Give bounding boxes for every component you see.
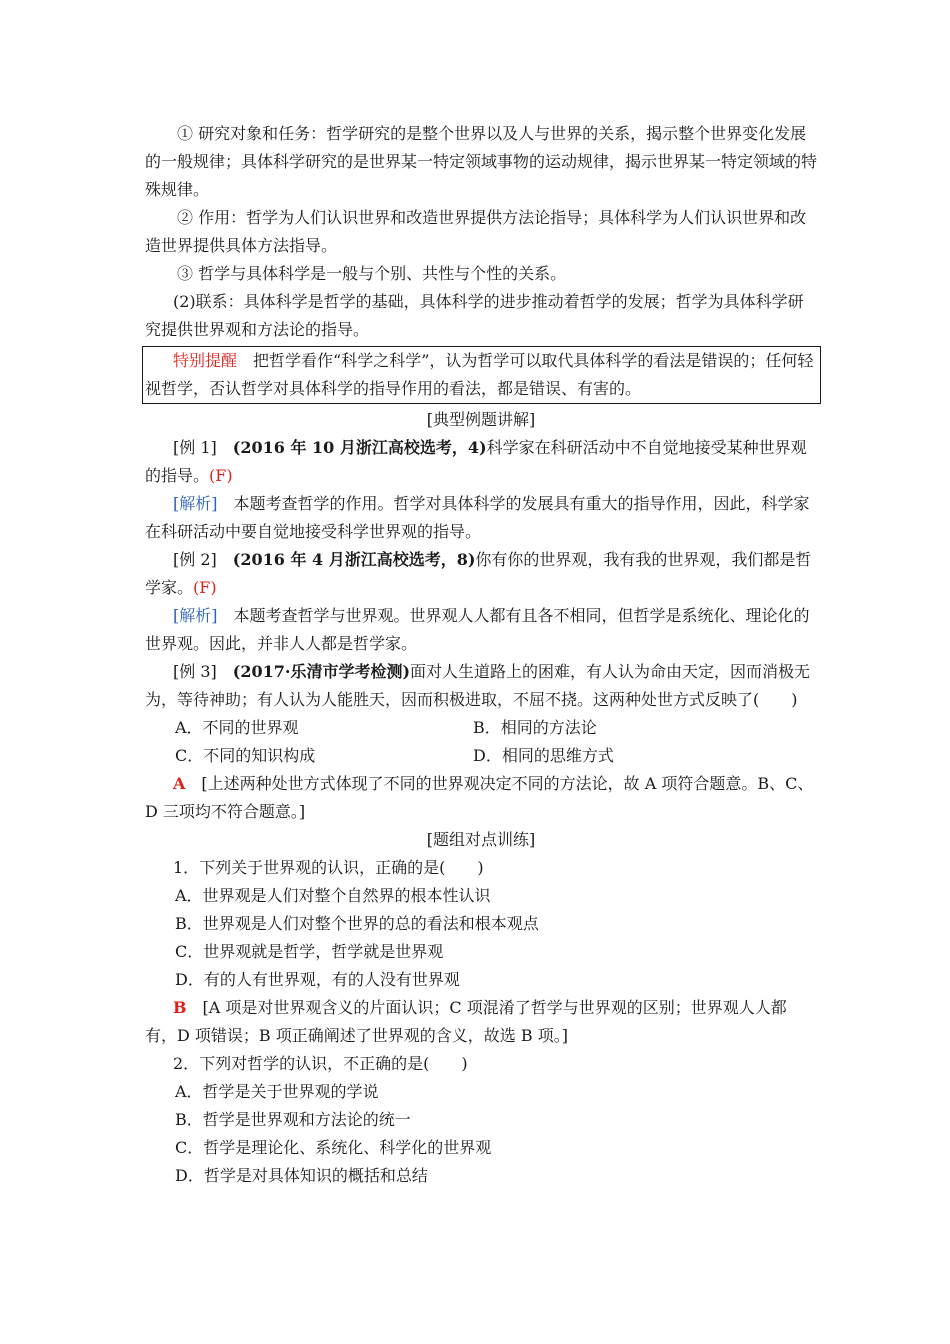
example-1-source: (2016 年 10 月浙江高校选考，4): [216, 438, 487, 457]
question-1-stem: 1．下列关于世界观的认识，正确的是( ): [173, 858, 484, 877]
special-tip-text: [145, 347, 818, 403]
answer-letter: A: [173, 774, 186, 793]
example-1-answer: (F): [209, 466, 233, 485]
example-3: [145, 658, 817, 714]
example-3-explanation: [上述两种处世方式体现了不同的世界观决定不同的方法论，故 A 项符合题意。B、C、D 三项均不符合题意。]: [145, 774, 814, 821]
question-2-option-c: C．哲学是理论化、系统化、科学化的世界观: [175, 1138, 492, 1157]
option-d: D．相同的思维方式: [473, 746, 614, 765]
example-1-text: 科学家在科研活动中不自觉地接受某种世界观的指导。: [145, 438, 807, 485]
example-2-analysis: [145, 602, 817, 658]
paragraph-relation: ③ 哲学与具体科学是一般与个别、共性与个性的关系。: [177, 264, 567, 283]
example-2-answer: (F): [193, 578, 217, 597]
analysis-label: [解析]: [173, 606, 218, 625]
option-b: B．相同的方法论: [473, 718, 597, 737]
question-1-option-c: C．世界观就是哲学，哲学就是世界观: [175, 942, 444, 961]
example-3-source: (2017·乐清市学考检测): [216, 662, 411, 681]
section-heading-practice: [题组对点训练]: [426, 830, 536, 849]
question-1-answer: [145, 994, 817, 1050]
example-1: [145, 434, 817, 490]
example-2: [145, 546, 817, 602]
paragraph-function: ② 作用：哲学为人们认识世界和改造世界提供方法论指导；具体科学为人们认识世界和改造世界提供具体方法指导。: [145, 208, 807, 255]
paragraph-object-task: ① 研究对象和任务：哲学研究的是整个世界以及人与世界的关系，揭示整个世界变化发展的一般规律；具体科学研究的是世界某一特定领域事物的运动规律，揭示世界某一特定领域的特殊规律。: [145, 124, 818, 199]
question-1-option-d: D．有的人有世界观，有的人没有世界观: [175, 970, 460, 989]
special-tip-content: 把哲学看作“科学之科学”，认为哲学可以取代具体科学的看法是错误的；任何轻视哲学，否认哲学对具体科学的指导作用的看法，都是错误、有害的。: [145, 351, 814, 398]
answer-letter: B: [173, 998, 187, 1017]
question-2-option-a: A．哲学是关于世界观的学说: [175, 1082, 379, 1101]
special-tip-box: [142, 346, 821, 404]
question-1-option-a: A．世界观是人们对整个自然界的根本性认识: [175, 886, 491, 905]
question-2-option-d: D．哲学是对具体知识的概括和总结: [175, 1166, 428, 1185]
example-1-analysis-text: 本题考查哲学的作用。哲学对具体科学的发展具有重大的指导作用，因此，科学家在科研活动中要自觉地接受科学世界观的指导。: [145, 494, 810, 541]
example-3-options-row-2: [145, 742, 817, 770]
example-2-text: 你有你的世界观，我有我的世界观，我们都是哲学家。: [145, 550, 812, 597]
example-3-label: [例 3]: [173, 662, 217, 681]
example-2-label: [例 2]: [173, 550, 217, 569]
question-1-explanation: [A 项是对世界观含义的片面认识；C 项混淆了哲学与世界观的区别；世界观人人都有，D 项错误；B 项正确阐述了世界观的含义，故选 B 项。]: [145, 998, 787, 1045]
section-heading-examples: [典型例题讲解]: [426, 410, 536, 429]
example-3-options-row-1: [145, 714, 817, 742]
analysis-label: [解析]: [173, 494, 218, 513]
example-1-label: [例 1]: [173, 438, 217, 457]
paragraph-connection: (2)联系：具体科学是哲学的基础，具体科学的进步推动着哲学的发展；哲学为具体科学研究提供世界观和方法论的指导。: [145, 292, 804, 339]
example-3-text: 面对人生道路上的困难，有人认为命由天定，因而消极无为，等待神助；有人认为人能胜天，因而积极进取，不屈不挠。这两种处世方式反映了( ): [145, 662, 811, 709]
example-1-analysis: [145, 490, 817, 546]
special-tip-label: 特别提醒: [173, 351, 238, 370]
question-1-option-b: B．世界观是人们对整个世界的总的看法和根本观点: [175, 914, 539, 933]
option-a: A．不同的世界观: [175, 718, 299, 737]
example-3-answer: [145, 770, 817, 826]
document-page: [145, 120, 817, 1190]
example-2-source: (2016 年 4 月浙江高校选考，8): [216, 550, 476, 569]
example-2-analysis-text: 本题考查哲学与世界观。世界观人人都有且各不相同，但哲学是系统化、理论化的世界观。因此，并非人人都是哲学家。: [145, 606, 810, 653]
question-2-stem: 2．下列对哲学的认识，不正确的是( ): [173, 1054, 468, 1073]
question-2-option-b: B．哲学是世界观和方法论的统一: [175, 1110, 411, 1129]
option-c: C．不同的知识构成: [175, 746, 316, 765]
